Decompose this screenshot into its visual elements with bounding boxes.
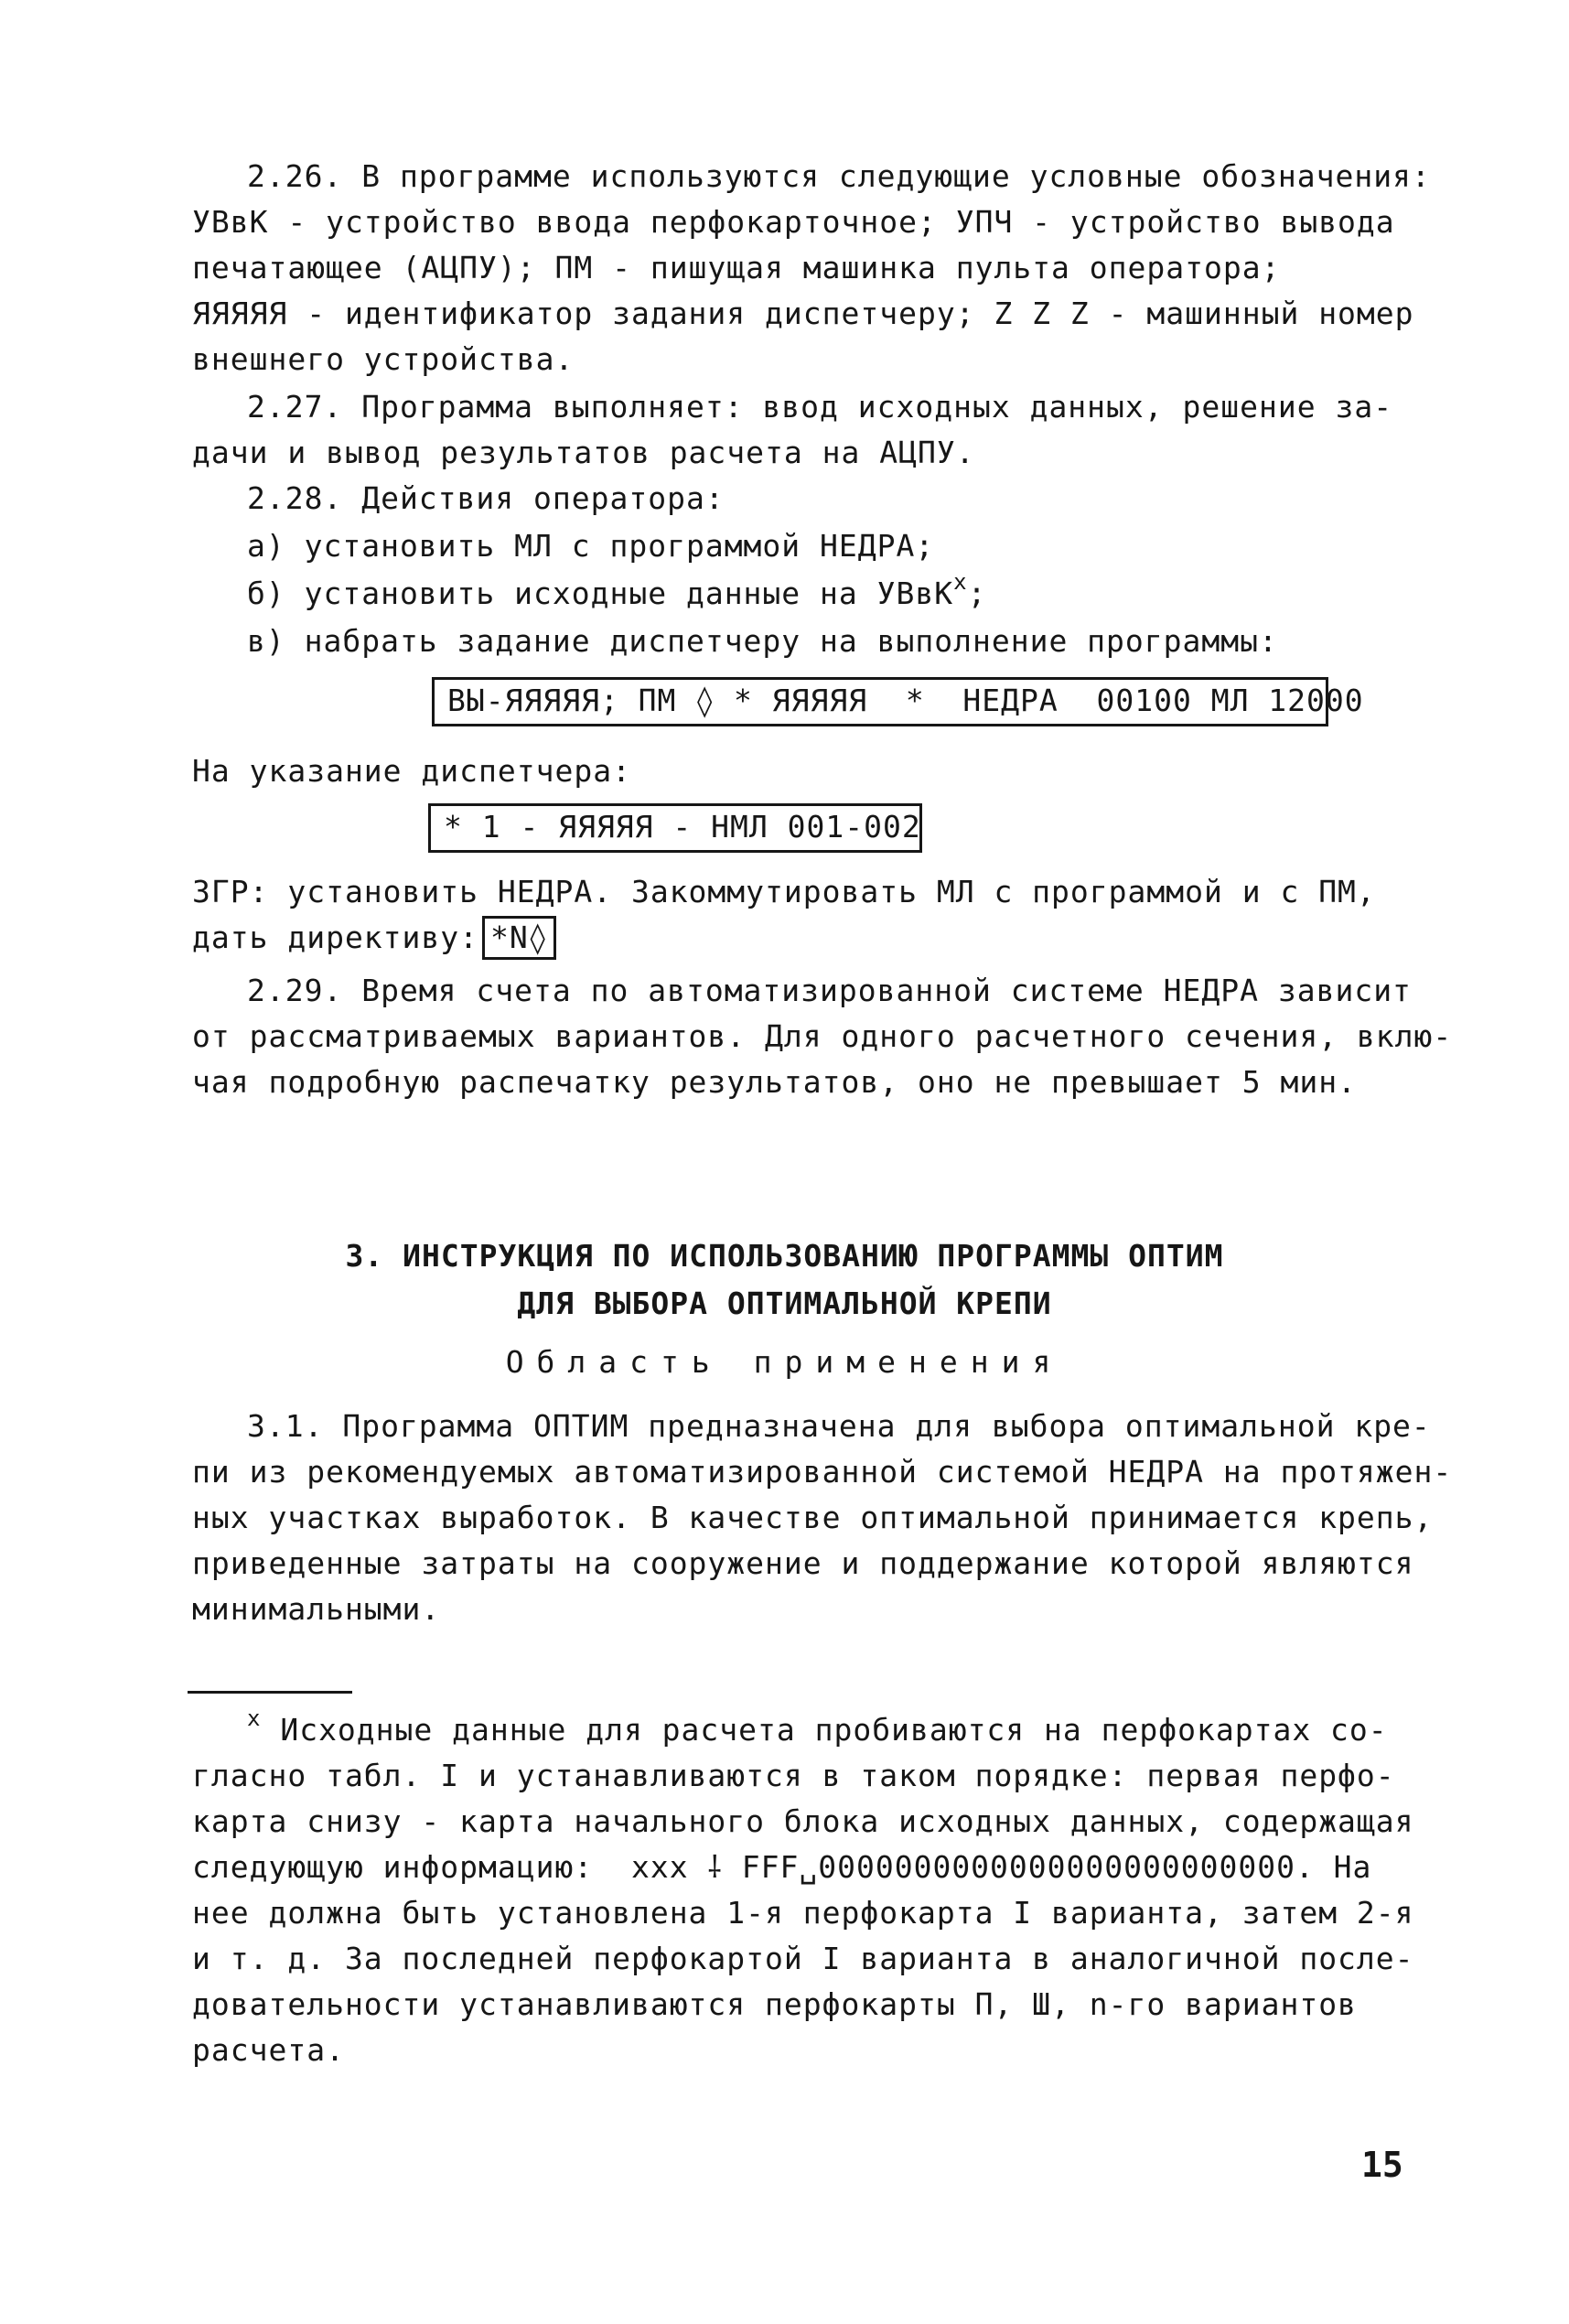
footnote-line-6: и т. д. За последней перфокартой I варианта в аналогичной после-: [192, 1941, 1414, 1976]
zgr-line-1: ЗГР: установить НЕДРА. Закоммутировать МЛ с программой и с ПМ,: [192, 874, 1376, 909]
p227-line-2: дачи и вывод результатов расчета на АЦПУ.: [192, 435, 975, 470]
p226-line-4: ЯЯЯЯЯ - идентификатор задания диспетчеру; Z Z Z - машинный номер: [192, 296, 1414, 331]
directive-box: *N◊: [482, 916, 556, 960]
p31-line-5: минимальными.: [192, 1591, 441, 1627]
footnote-line-5: нее должна быть установлена 1-я перфокарта I варианта, затем 2-я: [192, 1895, 1414, 1931]
p228-item-b: [247, 571, 986, 619]
footnote-ref: x: [953, 569, 968, 595]
p31-line-4: приведенные затраты на сооружение и поддержание которой являются: [192, 1545, 1414, 1581]
footnote-rule: [188, 1691, 352, 1694]
footnote-line-1: [247, 1707, 1388, 1756]
p226-line-2: УВвК - устройство ввода перфокарточное; УПЧ - устройство вывода: [192, 204, 1395, 240]
footnote-line-3: карта снизу - карта начального блока исходных данных, содержащая: [192, 1803, 1414, 1839]
p226-line-3: печатающее (АЦПУ); ПМ - пишущая машинка пульта оператора;: [192, 250, 1281, 285]
p229-line-2: от рассматриваемых вариантов. Для одного расчетного сечения, вклю-: [192, 1018, 1453, 1054]
p228-item-a: а) установить МЛ с программой НЕДРА;: [247, 528, 935, 564]
section3-title-line-1: 3. ИНСТРУКЦИЯ ПО ИСПОЛЬЗОВАНИЮ ПРОГРАММЫ ОПТИМ: [345, 1238, 1224, 1274]
page-number: 15: [1361, 2145, 1403, 2185]
p31-line-2: пи из рекомендуемых автоматизированной системой НЕДРА на протяжен-: [192, 1454, 1453, 1490]
p226-line-1: 2.26. В программе используются следующие условные обозначения:: [247, 158, 1431, 194]
dispatcher-label: На указание диспетчера:: [192, 753, 631, 789]
footnote-line-7: довательности устанавливаются перфокарты П, Ш, n-го вариантов: [192, 1986, 1357, 2022]
command-box: ВЫ-ЯЯЯЯЯ; ПМ ◊ * ЯЯЯЯЯ * НЕДРА 00100 МЛ 12000: [432, 677, 1328, 726]
p31-line-3: ных участках выработок. В качестве оптимальной принимается крепь,: [192, 1500, 1434, 1535]
dispatcher-response-box: * 1 - ЯЯЯЯЯ - НМЛ 001-002: [428, 803, 922, 853]
p226-line-5: внешнего устройства.: [192, 341, 575, 377]
p228-item-b-text: б) установить исходные данные на УВвК: [247, 576, 954, 611]
p228-title: 2.28. Действия оператора:: [247, 480, 725, 516]
footnote-line-8: расчета.: [192, 2032, 345, 2068]
p228-item-b-end: ;: [967, 576, 987, 611]
p229-line-1: 2.29. Время счета по автоматизированной системе НЕДРА зависит: [247, 973, 1412, 1008]
section3-subtitle: Область применения: [505, 1344, 1064, 1380]
p31-line-1: 3.1. Программа ОПТИМ предназначена для выбора оптимальной кре-: [247, 1408, 1431, 1444]
p229-line-3: чая подробную распечатку результатов, оно не превышает 5 мин.: [192, 1064, 1357, 1100]
footnote-line-1-text: Исходные данные для расчета пробиваются на перфокартах со-: [280, 1712, 1388, 1748]
p228-item-c: в) набрать задание диспетчеру на выполнение программы:: [247, 623, 1278, 659]
zgr-line-2: [192, 915, 556, 961]
p227-line-1: 2.27. Программа выполняет: ввод исходных данных, решение за-: [247, 389, 1393, 425]
zgr-line-2-text: дать директиву:: [192, 920, 479, 955]
section3-title-line-2: ДЛЯ ВЫБОРА ОПТИМАЛЬНОЙ КРЕПИ: [517, 1286, 1052, 1321]
footnote-mark: x: [247, 1705, 262, 1731]
footnote-line-2: гласно табл. I и устанавливаются в таком порядке: первая перфо-: [192, 1758, 1395, 1793]
footnote-line-4: следующую информацию: ххх ⸸ FFF␣0000000000000000000000000. На: [192, 1849, 1372, 1885]
